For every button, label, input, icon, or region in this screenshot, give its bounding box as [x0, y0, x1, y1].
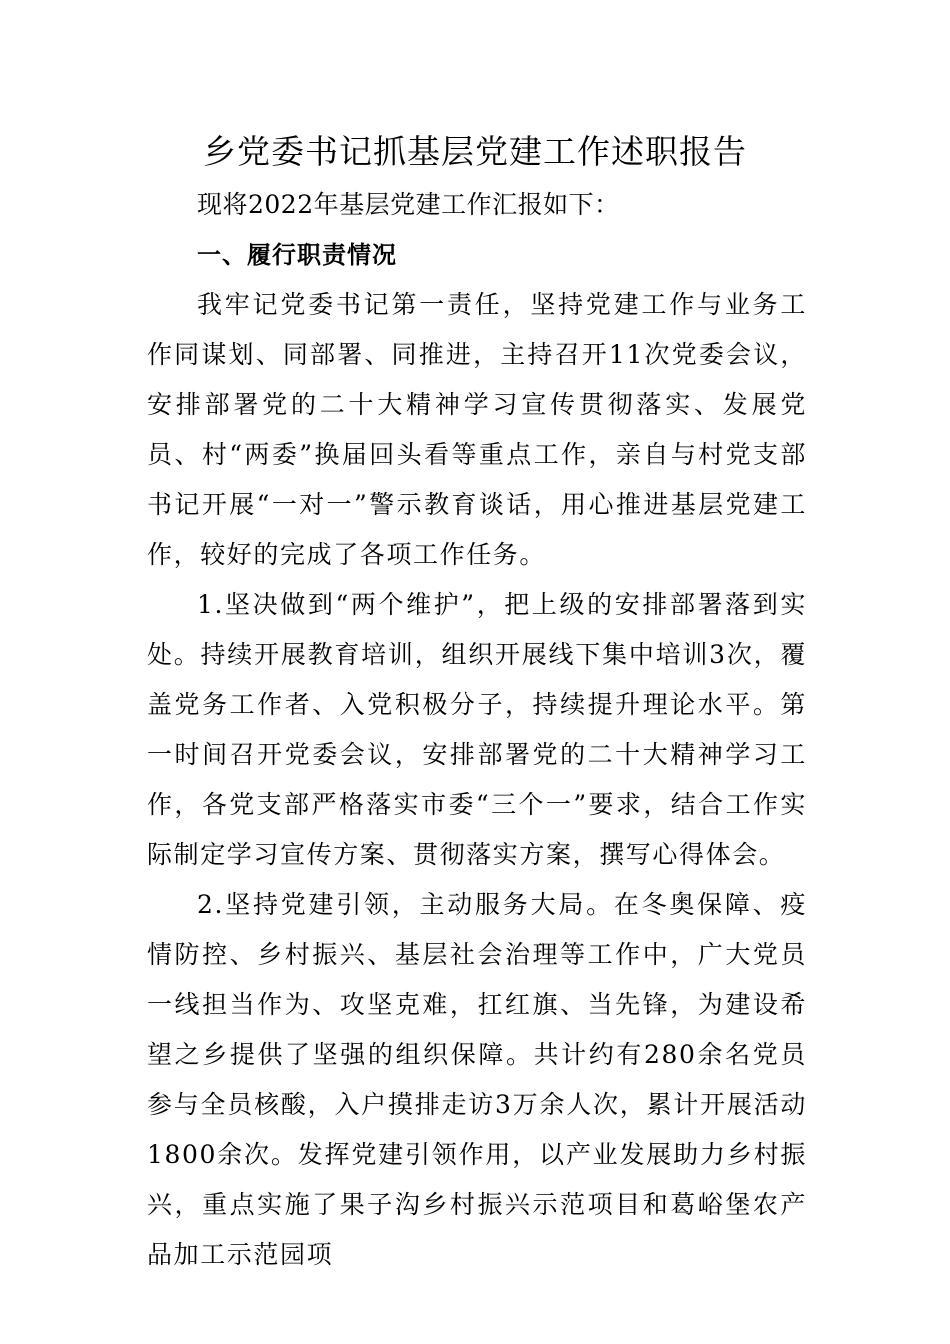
document-title: 乡党委书记抓基层党建工作述职报告	[203, 132, 747, 171]
body-paragraph: 我牢记党委书记第一责任，坚持党建工作与业务工作同谋划、同部署、同推进，主持召开11次党委会议，安排部署党的二十大精神学习宣传贯彻落实、发展党员、村“两委”换届回头看等重点工作，亲自与村党支部书记开展“一对一”警示教育谈话，用心推进基层党建工作，较好的完成了各项工作任务。	[147, 290, 807, 569]
document-body	[147, 180, 807, 1280]
body-paragraph: 2.坚持党建引领，主动服务大局。在冬奥保障、疫情防控、乡村振兴、基层社会治理等工作中，广大党员一线担当作为、攻坚克难，扛红旗、当先锋，为建设希望之乡提供了坚强的组织保障。共计约有280余名党员参与全员核酸，入户摸排走访3万余人次，累计开展活动1800余次。发挥党建引领作用，以产业发展助力乡村振兴，重点实施了果子沟乡村振兴示范项目和葛峪堡农产品加工示范园项	[147, 890, 807, 1269]
body-paragraph: 1.坚决做到“两个维护”，把上级的安排部署落到实处。持续开展教育培训，组织开展线下集中培训3次，覆盖党务工作者、入党积极分子，持续提升理论水平。第一时间召开党委会议，安排部署党的二十大精神学习工作，各党支部严格落实市委“三个一”要求，结合工作实际制定学习宣传方案、贯彻落实方案，撰写心得体会。	[147, 590, 807, 869]
section-heading: 一、履行职责情况	[197, 241, 397, 269]
intro-paragraph: 现将2022年基层党建工作汇报如下：	[197, 190, 620, 219]
